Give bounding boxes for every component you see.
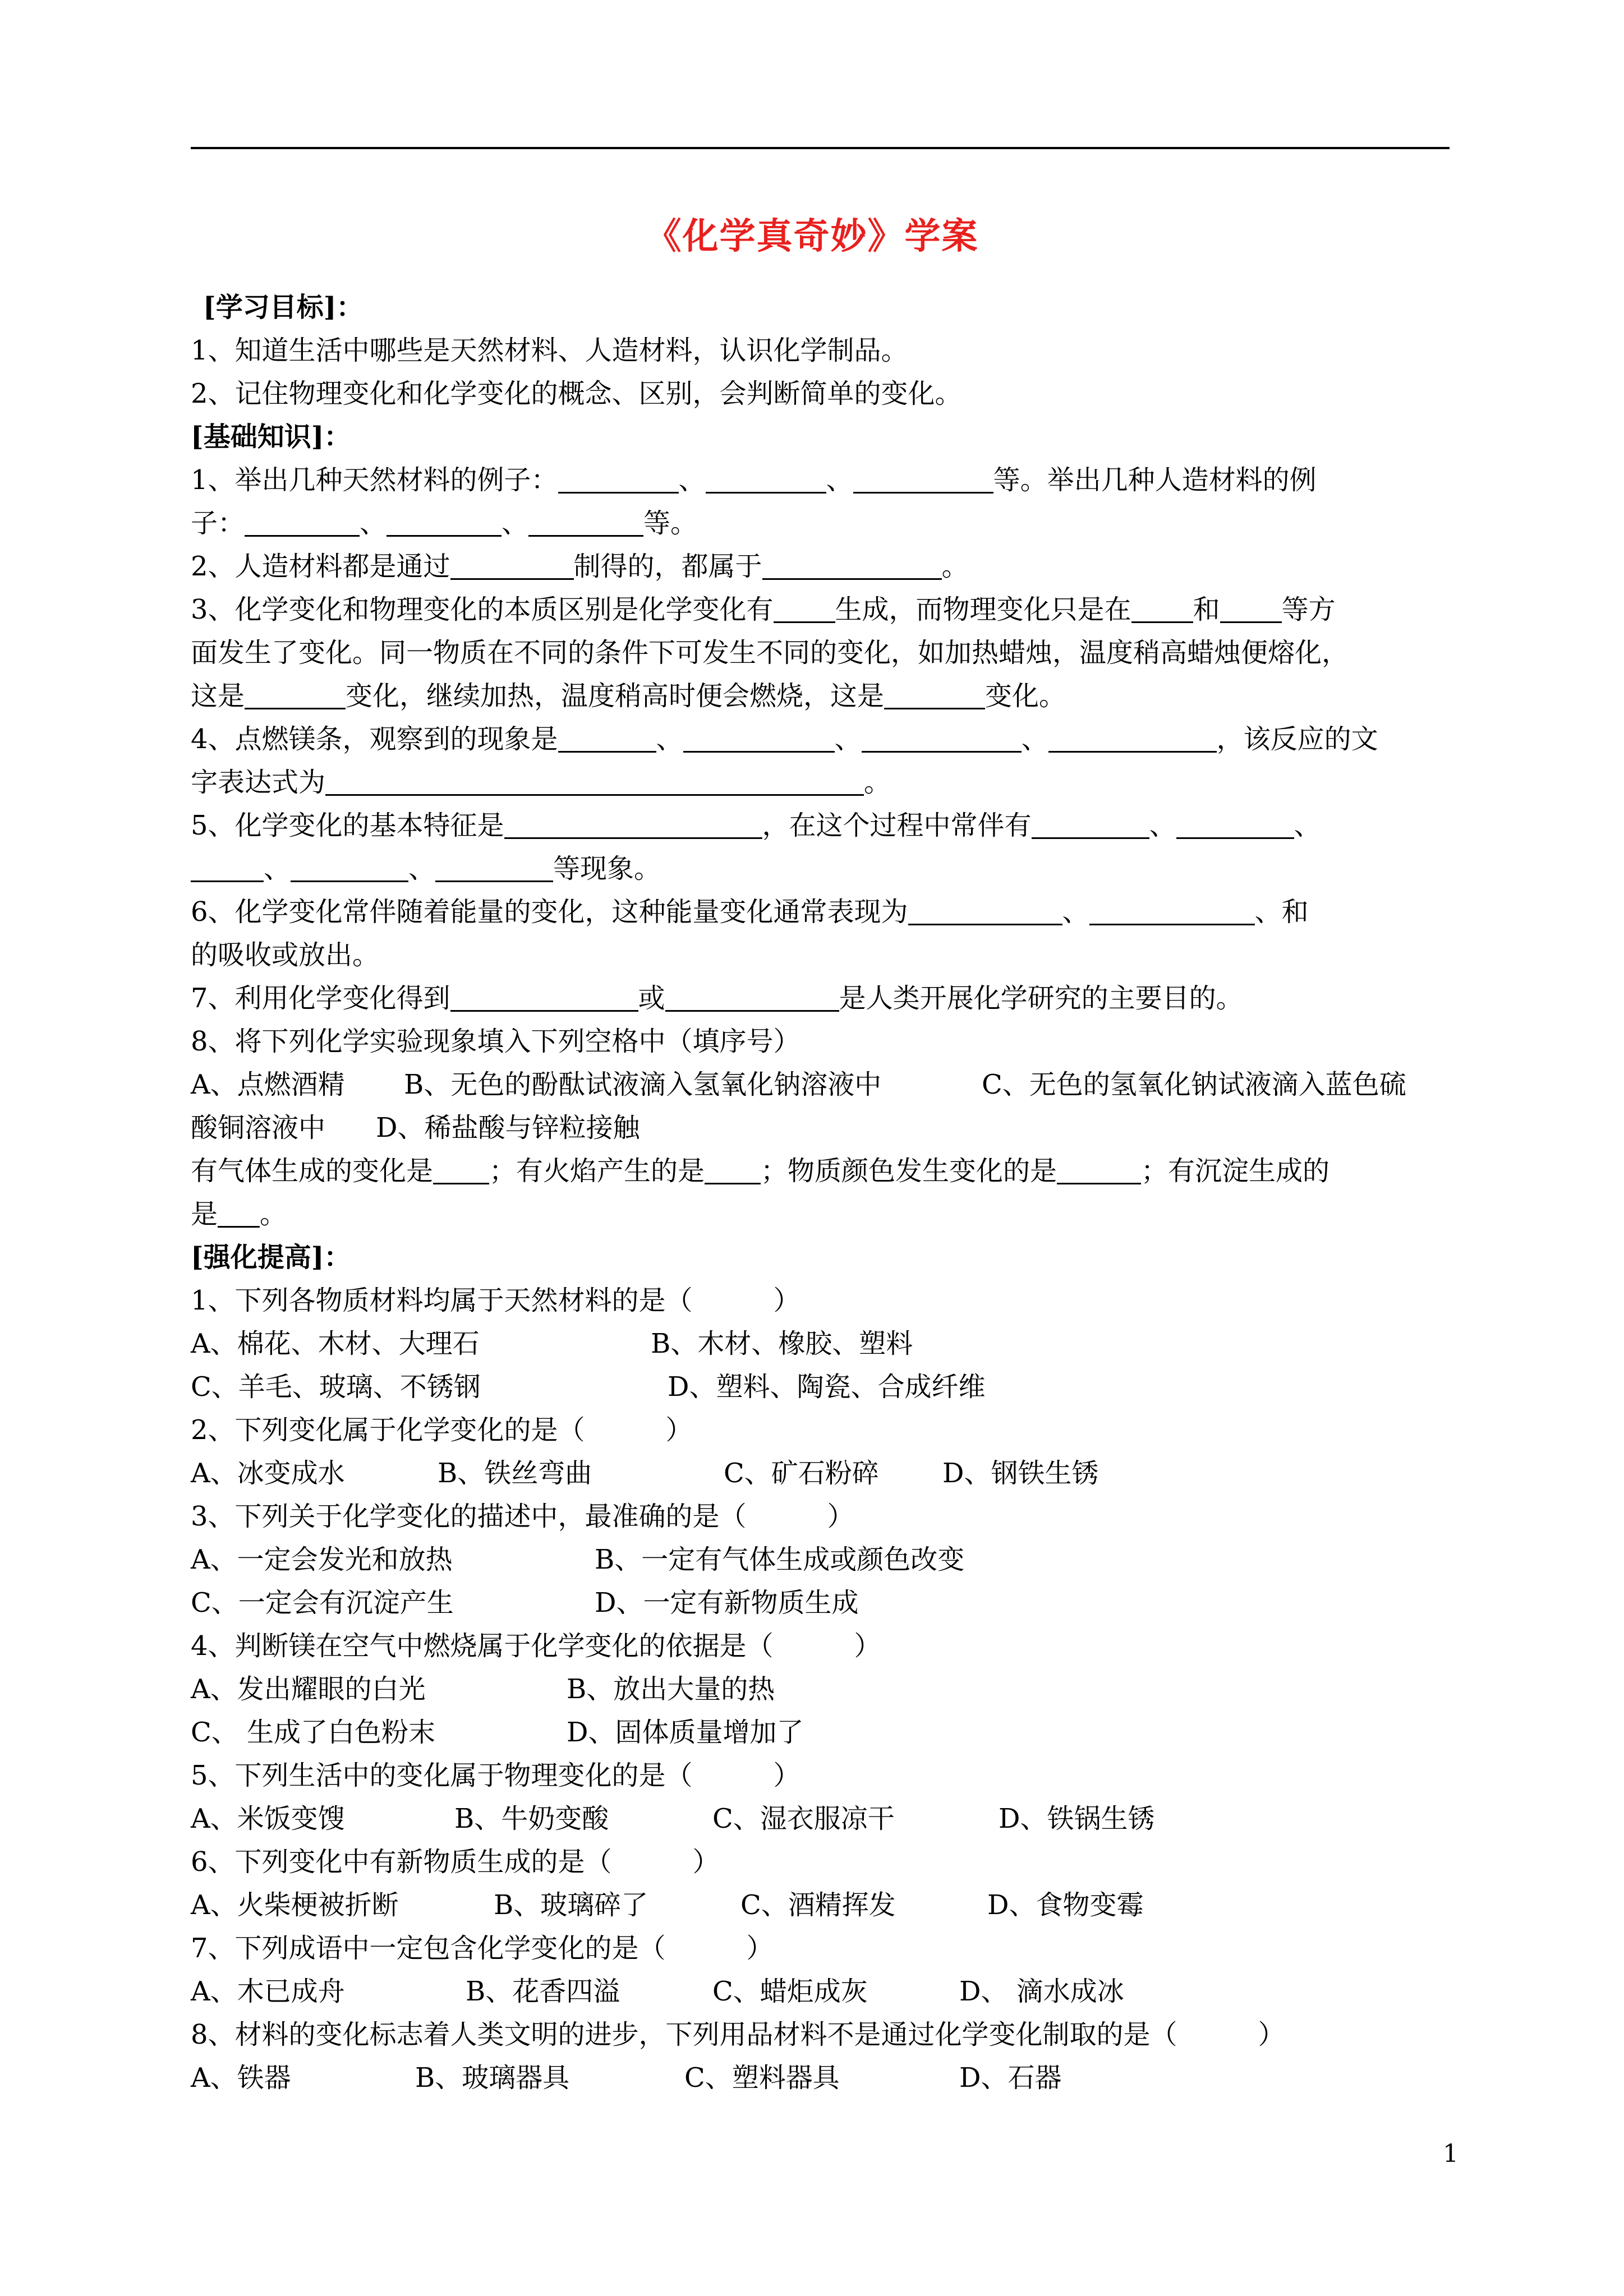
question-stem: 2、下列变化属于化学变化的是（ ） <box>191 1414 693 1446</box>
option-d[interactable]: D、一定有新物质生成 <box>595 1587 859 1619</box>
header-rule <box>191 147 1450 149</box>
option-a[interactable]: A、铁器 <box>191 2062 291 2094</box>
option-a[interactable]: A、米饭变馊 <box>191 1803 345 1834</box>
option-a[interactable]: A、发出耀眼的白光 <box>191 1673 426 1705</box>
fill-blank[interactable] <box>683 723 835 753</box>
question-stem: 1、下列各物质材料均属于天然材料的是（ ） <box>191 1285 801 1316</box>
basics-q3-line2: 面发生了变化。同一物质在不同的条件下可发生不同的变化，如加热蜡烛，温度稍高蜡烛便熔化， <box>191 637 1349 668</box>
fill-blank[interactable] <box>908 896 1062 925</box>
fill-blank[interactable] <box>1032 809 1149 839</box>
question-options <box>191 1452 1450 1495</box>
basics-heading: [基础知识]： <box>191 421 351 453</box>
fill-blank[interactable] <box>450 982 638 1012</box>
option-b[interactable]: B、木材、橡胶、塑料 <box>651 1328 913 1359</box>
fill-blank[interactable] <box>862 723 1022 753</box>
fill-blank[interactable] <box>884 680 985 709</box>
fill-blank[interactable] <box>450 550 574 580</box>
option-a[interactable]: A、棉花、木材、大理石 <box>191 1328 480 1359</box>
question-options <box>191 1970 1450 2013</box>
basics-q1-line1: 1、举出几种天然材料的例子： 、 、 等。举出几种人造材料的例 <box>191 464 1317 496</box>
option-d[interactable]: D、钢铁生锈 <box>942 1458 1099 1489</box>
question-stem: 7、下列成语中一定包含化学变化的是（ ） <box>191 1933 774 1964</box>
worksheet-body <box>191 286 1450 2100</box>
fill-blank[interactable] <box>1220 593 1282 623</box>
fill-blank[interactable] <box>558 464 679 494</box>
option-b[interactable]: B、玻璃器具 <box>415 2062 570 2094</box>
question-stem: 8、材料的变化标志着人类文明的进步，下列用品材料不是通过化学变化制取的是（ ） <box>191 2019 1285 2050</box>
fill-blank[interactable] <box>558 723 656 753</box>
question-options <box>191 1538 1450 1582</box>
question-stem: 4、判断镁在空气中燃烧属于化学变化的依据是（ ） <box>191 1630 881 1662</box>
question-options <box>191 1582 1450 1625</box>
option-c[interactable]: C、塑料器具 <box>684 2062 840 2094</box>
fill-blank[interactable] <box>191 852 264 882</box>
option-c[interactable]: C、羊毛、玻璃、不锈钢 <box>191 1371 481 1403</box>
basics-q7: 7、利用化学变化得到 或 是人类开展化学研究的主要目的。 <box>191 983 1243 1014</box>
fill-blank[interactable] <box>245 507 360 537</box>
fill-blank[interactable] <box>1048 723 1217 753</box>
question-options <box>191 2057 1450 2100</box>
option-c-cont: 酸铜溶液中 <box>191 1112 326 1144</box>
question-options <box>191 1884 1450 1927</box>
question-stem: 5、下列生活中的变化属于物理变化的是（ ） <box>191 1760 801 1791</box>
basics-q6-line1: 6、化学变化常伴随着能量的变化，这种能量变化通常表现为 、 、和 <box>191 896 1309 928</box>
option-b[interactable]: B、铁丝弯曲 <box>438 1458 592 1489</box>
basics-q8-fill-line2: 是 。 <box>191 1198 287 1230</box>
option-a[interactable]: A、冰变成水 <box>191 1458 345 1489</box>
fill-blank[interactable] <box>853 464 993 494</box>
objective-item: 1、知道生活中哪些是天然材料、人造材料，认识化学制品。 <box>191 335 908 366</box>
question-stem: 3、下列关于化学变化的描述中，最准确的是（ ） <box>191 1501 854 1532</box>
option-d[interactable]: D、食物变霉 <box>987 1889 1144 1921</box>
basics-q8-stem: 8、将下列化学实验现象填入下列空格中（填序号） <box>191 1026 801 1057</box>
option-d[interactable]: D、铁锅生锈 <box>999 1803 1155 1834</box>
fill-blank[interactable] <box>705 1155 761 1184</box>
option-c: C、无色的氢氧化钠试液滴入蓝色硫 <box>982 1069 1406 1100</box>
fill-blank[interactable] <box>1131 593 1193 623</box>
option-a[interactable]: A、火柴梗被折断 <box>191 1889 399 1921</box>
page-title: 《化学真奇妙》学案 <box>645 215 979 257</box>
fill-blank[interactable] <box>1057 1155 1141 1184</box>
question-stem: 6、下列变化中有新物质生成的是（ ） <box>191 1846 720 1878</box>
objectives-heading: [学习目标]： <box>203 292 364 323</box>
basics-q8-fill-line1: 有气体生成的变化是 ；有火焰产生的是 ；物质颜色发生变化的是 ；有沉淀生成的 <box>191 1155 1330 1187</box>
fill-blank[interactable] <box>387 507 502 537</box>
fill-blank[interactable] <box>504 809 762 839</box>
basics-q8-options <box>191 1063 1450 1106</box>
practice-heading: [强化提高]： <box>191 1242 351 1273</box>
fill-blank[interactable] <box>245 680 346 709</box>
fill-blank[interactable] <box>706 464 826 494</box>
question-options <box>191 1668 1450 1711</box>
option-b[interactable]: B、花香四溢 <box>466 1976 620 2007</box>
fill-blank[interactable] <box>1089 896 1255 925</box>
basics-q4-line2: 字表达式为 。 <box>191 767 891 798</box>
page-number: 1 <box>1443 2140 1459 2168</box>
option-d[interactable]: D、石器 <box>959 2062 1062 2094</box>
basics-q4-line1: 4、点燃镁条，观察到的现象是 、 、 、 ，该反应的文 <box>191 723 1378 755</box>
option-c[interactable]: C、矿石粉碎 <box>724 1458 879 1489</box>
option-a: A、点燃酒精 <box>191 1069 345 1100</box>
option-c[interactable]: C、 生成了白色粉末 <box>191 1717 435 1748</box>
option-b: B、无色的酚酞试液滴入氢氧化钠溶液中 <box>404 1069 882 1100</box>
option-c[interactable]: C、蜡炬成灰 <box>712 1976 868 2007</box>
option-c[interactable]: C、一定会有沉淀产生 <box>191 1587 454 1619</box>
option-c[interactable]: C、酒精挥发 <box>740 1889 896 1921</box>
option-b[interactable]: B、放出大量的热 <box>567 1673 775 1705</box>
basics-q6-line2: 的吸收或放出。 <box>191 939 380 971</box>
option-d: D、稀盐酸与锌粒接触 <box>376 1112 640 1144</box>
option-a[interactable]: A、木已成舟 <box>191 1976 345 2007</box>
question-options <box>191 1366 1450 1409</box>
basics-q5-line2: 、 、 等现象。 <box>191 847 1450 891</box>
fill-blank[interactable] <box>528 507 643 537</box>
option-b[interactable]: B、一定有气体生成或颜色改变 <box>595 1544 965 1575</box>
question-options <box>191 1322 1450 1366</box>
fill-blank[interactable] <box>433 1155 489 1184</box>
fill-blank[interactable] <box>291 852 408 882</box>
fill-blank[interactable] <box>325 766 864 796</box>
option-d[interactable]: D、固体质量增加了 <box>567 1717 804 1748</box>
fill-blank[interactable] <box>218 1198 260 1228</box>
basics-q2: 2、人造材料都是通过 制得的，都属于 。 <box>191 551 969 582</box>
basics-q5-line1: 5、化学变化的基本特征是 ，在这个过程中常伴有 、 、 <box>191 810 1321 841</box>
option-a[interactable]: A、一定会发光和放热 <box>191 1544 453 1575</box>
question-options <box>191 1797 1450 1841</box>
option-d[interactable]: D、塑料、陶瓷、合成纤维 <box>668 1371 986 1403</box>
objective-item: 2、记住物理变化和化学变化的概念、区别，会判断简单的变化。 <box>191 378 962 409</box>
option-c[interactable]: C、湿衣服凉干 <box>712 1803 895 1834</box>
fill-blank[interactable] <box>1176 809 1294 839</box>
option-b[interactable]: B、牛奶变酸 <box>454 1803 609 1834</box>
basics-q3-line3: 这是 变化，继续加热，温度稍高时便会燃烧，这是 变化。 <box>191 680 1066 712</box>
basics-q1-line2: 子： 、 、 等。 <box>191 508 698 539</box>
option-d[interactable]: D、 滴水成冰 <box>959 1976 1124 2007</box>
fill-blank[interactable] <box>774 593 835 623</box>
question-options <box>191 1711 1450 1754</box>
fill-blank[interactable] <box>665 982 839 1012</box>
option-b[interactable]: B、玻璃碎了 <box>494 1889 648 1921</box>
fill-blank[interactable] <box>762 550 942 580</box>
basics-q8-options-cont <box>191 1106 1450 1150</box>
fill-blank[interactable] <box>435 852 553 882</box>
basics-q3-line1: 3、化学变化和物理变化的本质区别是化学变化有 生成，而物理变化只是在 和 等方 <box>191 594 1336 625</box>
